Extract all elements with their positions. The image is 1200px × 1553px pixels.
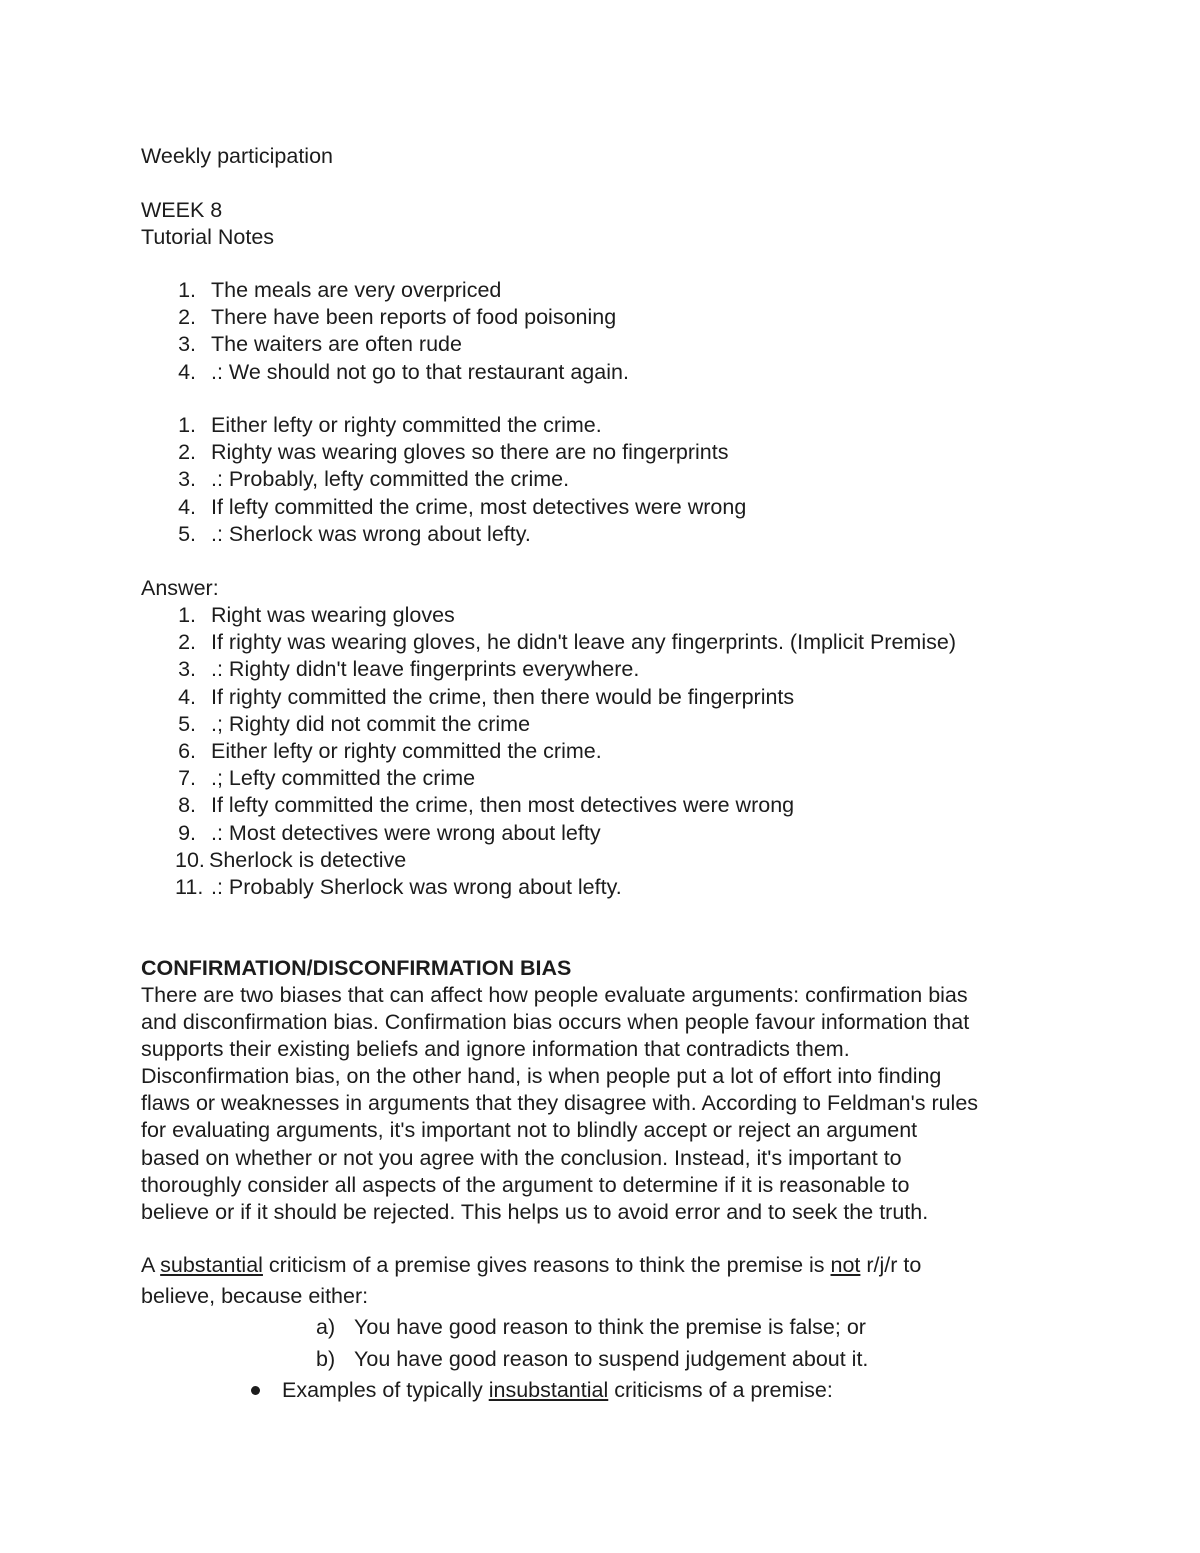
answer-label: Answer: (141, 576, 219, 600)
document-title: Weekly participation (141, 144, 333, 168)
bullet-item: Examples of typically insubstantial criticisms of a premise: (282, 1378, 833, 1402)
sub-item-label: b) (316, 1347, 336, 1371)
sub-item-text: You have good reason to think the premise is false; or (354, 1315, 866, 1339)
section-heading: CONFIRMATION/DISCONFIRMATION BIAS (141, 956, 572, 980)
criticism-sentence: A substantial criticism of a premise gives reasons to think the premise is not r/j/r to (141, 1253, 922, 1277)
bias-paragraph: There are two biases that can affect how people evaluate arguments: confirmation bias and disconfirmation bias. Confirmation bias occurs when people favour information that supports their existing beliefs and ignore information that contradicts them. Disconfirmation bias, on the other hand, is when people put a lot of effort into finding flaws or weaknesses in arguments that they disagree with. According to Feldman's rules for evaluating arguments, it's important not to blindly accept or reject an argument based on whether or not you agree with the conclusion. Instead, it's important to thoroughly consider all aspects of the argument to determine if it is reasonable to believe or if it should be rejected. This helps us to avoid error and to seek the truth. (141, 983, 979, 1224)
bullet-icon (251, 1386, 260, 1395)
tutorial-notes-label: Tutorial Notes (141, 225, 275, 249)
criticism-sentence-cont: believe, because either: (141, 1284, 369, 1308)
sub-item-text: You have good reason to suspend judgement about it. (354, 1347, 869, 1371)
sub-item-label: a) (316, 1315, 336, 1339)
insubstantial-underlined: insubstantial (488, 1378, 609, 1402)
document-page: Weekly participation WEEK 8 Tutorial Notes 1. The meals are very overpriced 2. There have been reports of food poisoning 3. The waiters are often rude 4. .: We should not go to that restaurant again. 1. Either lefty or righty committed the crime. 2. Righty was wearing gloves so there are no fingerprints 3. .: Probably, lefty committed the crime. 4. If lefty committed the crime, most detectives were wrong 5. .: Sherlock was wrong about lefty. Answer: 1. Right was wearing gloves 2. If righty was wearing gloves, he didn't leave any fingerprints. (Implicit Premise) 3. .: Righty didn't leave fingerprints everywhere. 4. If righty committed the crime, then there would be fingerprints 5. .; Righty did not commit the crime 6. Either lefty or righty committed the crime. 7. .; Lefty committed the crime 8. If lefty committed the crime, then most detectives were wrong 9. .: Most detectives were wrong about lefty 10. Sherlock is detective 11. .: Probably Sherlock was wrong about lefty. CONFIRMATION/DISCONFIRMATION BIAS There are two biases that can affect how people evaluate arguments: confirmation bias and disconfirmation bias. Confirmation bias occurs when people favour information that supports their existing beliefs and ignore information that contradicts them. Disconfirmation bias, on the other hand, is when people put a lot of effort into finding flaws or weaknesses in arguments that they disagree with. According to Feldman's rules for evaluating arguments, it's important not to blindly accept or reject an argument based on whether or not you agree with the conclusion. Instead, it's important to thoroughly consider all aspects of the argument to determine if it is reasonable to believe or if it should be rejected. This helps us to avoid error and to seek the truth. A substantial criticism of a premise gives reasons to think the premise is not r/j/r to believe, because either: a) You have good reason to think the premise is false; or b) You have good reason to suspend judgement about it. Examples of typically insubstantial criticisms of a premise: (0, 0, 1200, 1553)
week-label: WEEK 8 (141, 198, 223, 222)
not-underlined: not (830, 1253, 861, 1277)
substantial-underlined: substantial (160, 1253, 263, 1277)
